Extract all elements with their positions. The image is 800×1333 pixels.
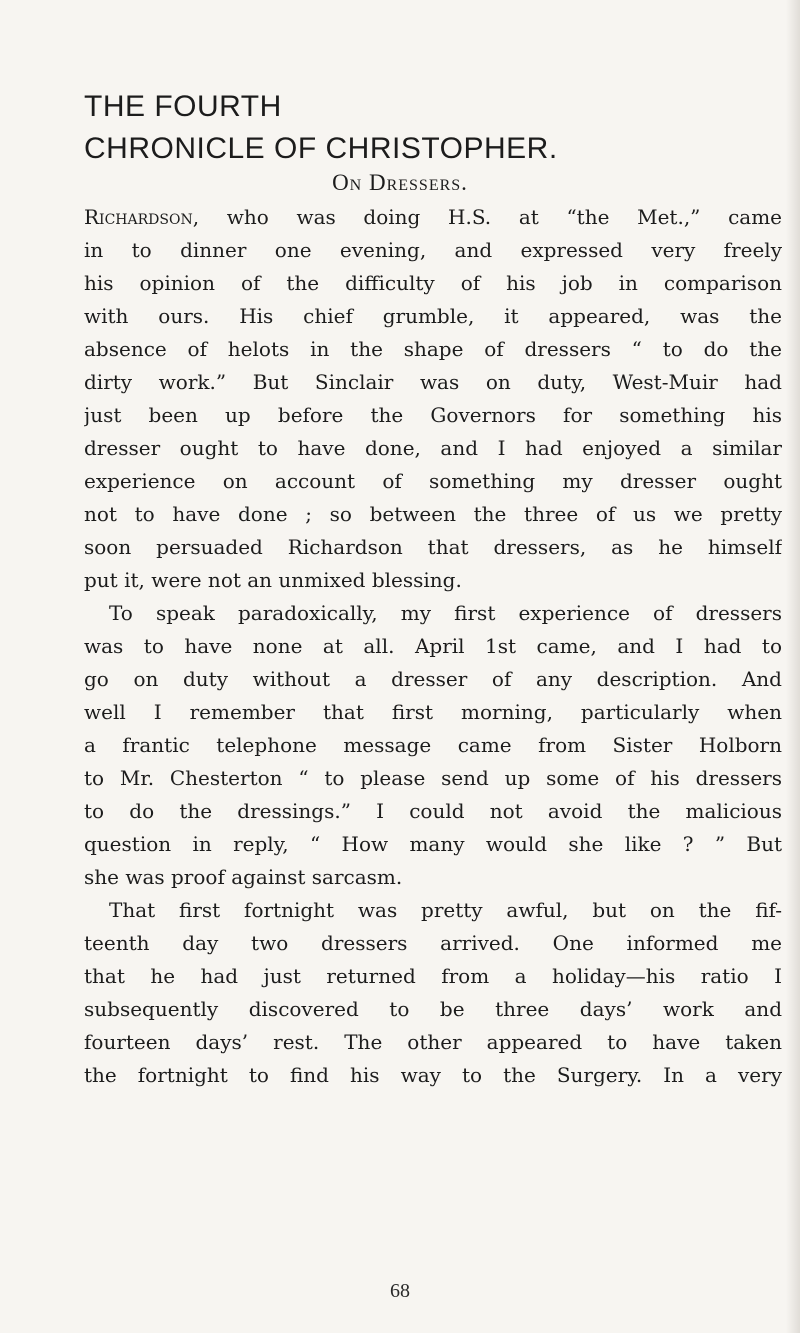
- chapter-title-line-1: THE FOURTH: [84, 90, 282, 123]
- text-line: well I remember that first morning, particularly when: [84, 700, 782, 724]
- text-line: to do the dressings.” I could not avoid the malicious: [84, 799, 782, 823]
- text-line: that he had just returned from a holiday—his ratio I: [84, 964, 782, 988]
- text-line: to Mr. Chesterton “ to please send up some of his dressers: [84, 766, 782, 790]
- text-line: go on duty without a dresser of any description. And: [84, 667, 782, 691]
- text-line: absence of helots in the shape of dressers “ to do the: [84, 337, 782, 361]
- text-line: That first fortnight was pretty awful, but on the fif-: [109, 898, 782, 922]
- text-line: with ours. His chief grumble, it appeared, was the: [84, 304, 782, 328]
- text-line: not to have done ; so between the three of us we pretty: [84, 502, 782, 526]
- text-line: put it, were not an unmixed blessing.: [84, 568, 462, 592]
- text-line: Richardson, who was doing H.S. at “the Met.,” came: [84, 205, 782, 229]
- text-line: fourteen days’ rest. The other appeared to have taken: [84, 1030, 782, 1054]
- section-heading: On Dressers.: [332, 170, 468, 195]
- text-line: his opinion of the difficulty of his job in comparison: [84, 271, 782, 295]
- text-line: teenth day two dressers arrived. One informed me: [84, 931, 782, 955]
- text-line: the fortnight to find his way to the Surgery. In a very: [84, 1063, 782, 1087]
- text-line: question in reply, “ How many would she like ? ” But: [84, 832, 782, 856]
- chapter-title-line-2: CHRONICLE OF CHRISTOPHER.: [84, 132, 558, 165]
- text-line: subsequently discovered to be three days’ work and: [84, 997, 782, 1021]
- text-line: dirty work.” But Sinclair was on duty, West-Muir had: [84, 370, 782, 394]
- page-number: 68: [390, 1280, 410, 1302]
- text-line: just been up before the Governors for something his: [84, 403, 782, 427]
- text-line: experience on account of something my dresser ought: [84, 469, 782, 493]
- text-line: she was proof against sarcasm.: [84, 865, 403, 889]
- text-line: a frantic telephone message came from Sister Holborn: [84, 733, 782, 757]
- body-text: [84, 201, 782, 1092]
- text-line: To speak paradoxically, my first experience of dressers: [109, 601, 782, 625]
- text-line: soon persuaded Richardson that dressers, as he himself: [84, 535, 782, 559]
- text-line: in to dinner one evening, and expressed very freely: [84, 238, 782, 262]
- text-line: dresser ought to have done, and I had enjoyed a similar: [84, 436, 782, 460]
- text-line: was to have none at all. April 1st came, and I had to: [84, 634, 782, 658]
- first-word: Richardson,: [84, 205, 200, 229]
